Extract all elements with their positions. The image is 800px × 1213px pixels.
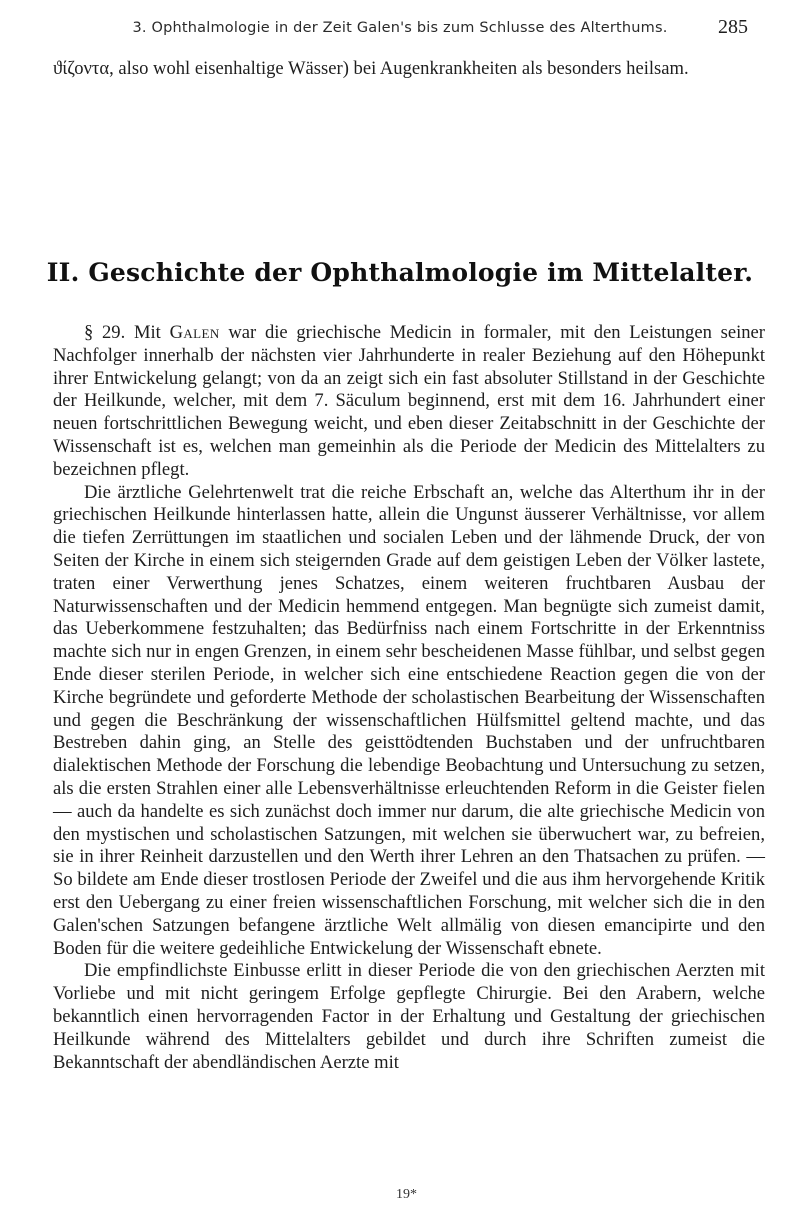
author-name-galen: Galen xyxy=(169,322,220,343)
body-text xyxy=(53,322,765,1074)
paragraph-section-29 xyxy=(53,322,765,482)
intro-paragraph: ϑίζοντα, also wohl eisenhaltige Wässer) bei Augenkrankheiten als besonders heilsam. xyxy=(53,58,689,79)
section-text: war die griechische Medicin in formaler, mit den Leistungen seiner Nachfolger innerhalb der nächsten vier Jahrhunderte in realer Beziehung auf den Höhepunkt ihrer Entwickelung gelangt; von da an zeigt sich ein fast absoluter Stillstand in der Geschichte der Heilkunde, welcher, mit dem 7. Säculum beginnend, erst mit dem 16. Jahrhundert einer neuen fortschrittlichen Bewegung weicht, und eben dieser Zeitabschnitt in der Geschichte der Wissenschaft ist es, welchen man gemeinhin als die Periode der Medicin des Mittelalters zu bezeichnen pflegt. xyxy=(53,322,765,480)
paragraph-2: Die ärztliche Gelehrtenwelt trat die reiche Erbschaft an, welche das Alterthum ihr in der griechischen Heilkunde hinterlassen hatte, allein die Ungunst äusserer Verhältnisse, vor allem die tiefen Zerrüttungen im staatlichen und socialen Leben und der lähmende Druck, der von Seiten der Kirche in einem sich steigernden Grade auf dem geistigen Leben der Völker lastete, traten einer Verwerthung jenes Schatzes, einem weiteren fruchtbaren Ausbau der Naturwissenschaften und der Medicin hemmend entgegen. Man begnügte sich zumeist damit, das Ueberkommene festzuhalten; das Bedürfniss nach einem Fortschritte in der Erkenntniss machte sich nur in engen Grenzen, in einem sehr bescheidenen Masse fühlbar, und selbst gegen Ende dieser sterilen Periode, in welcher sich eine entschiedene Reaction gegen die von der Kirche begründete und geforderte Methode der scholastischen Bearbeitung der Wissenschaften und gegen die Beschränkung der wissenschaftlichen Hülfsmittel geltend machte, und das Bestreben dahin ging, an Stelle des geisttödtenden Buchstaben und der unfruchtbaren dialektischen Methode der Forschung die lebendige Beobachtung und Untersuchung zu setzen, als die ersten Strahlen einer alle Lebensverhältnisse erleuchtenden Reform in die Geister fielen — auch da handelte es sich zunächst doch immer nur darum, die alte griechische Medicin von den mystischen und scholastischen Satzungen, mit welchen sie überwuchert war, zu befreien, sie in ihrer Reinheit darzustellen und den Werth ihrer Lehren an den Thatsachen zu prüfen. — So bildete am Ende dieser trostlosen Periode der Zweifel und die aus ihm hervorgehende Kritik erst den Uebergang zu einer freien wissenschaftlichen Forschung, mit welcher sich die in den Galen'schen Satzungen befangene ärztliche Welt allmälig von diesen emancipirte und den Boden für die weitere gedeihliche Entwickelung der Wissenschaft ebnete. xyxy=(53,481,765,959)
section-heading: II. Geschichte der Ophthalmologie im Mittelalter. xyxy=(46,258,754,287)
intro-block xyxy=(53,58,765,81)
page-number: 285 xyxy=(718,16,748,38)
section-number: § 29. xyxy=(84,322,126,343)
running-header xyxy=(0,16,800,46)
paragraph-3: Die empfindlichste Einbusse erlitt in dieser Periode die von den griechischen Aerzten mit Vorliebe und mit nicht geringem Erfolge gepflegte Chirurgie. Bei den Arabern, welche bekanntlich einen hervorragenden Factor in der Erhaltung und Gestaltung der griechischen Heilkunde während des Mittelalters gebildet und durch ihre Schriften zumeist die Bekanntschaft der abendländischen Aerzte mit xyxy=(53,960,765,1073)
running-title: 3. Ophthalmologie in der Zeit Galen's bis zum Schlusse des Alterthums. xyxy=(132,20,668,36)
signature-mark: 19* xyxy=(396,1187,417,1202)
section-text-lead: Mit xyxy=(133,322,161,343)
